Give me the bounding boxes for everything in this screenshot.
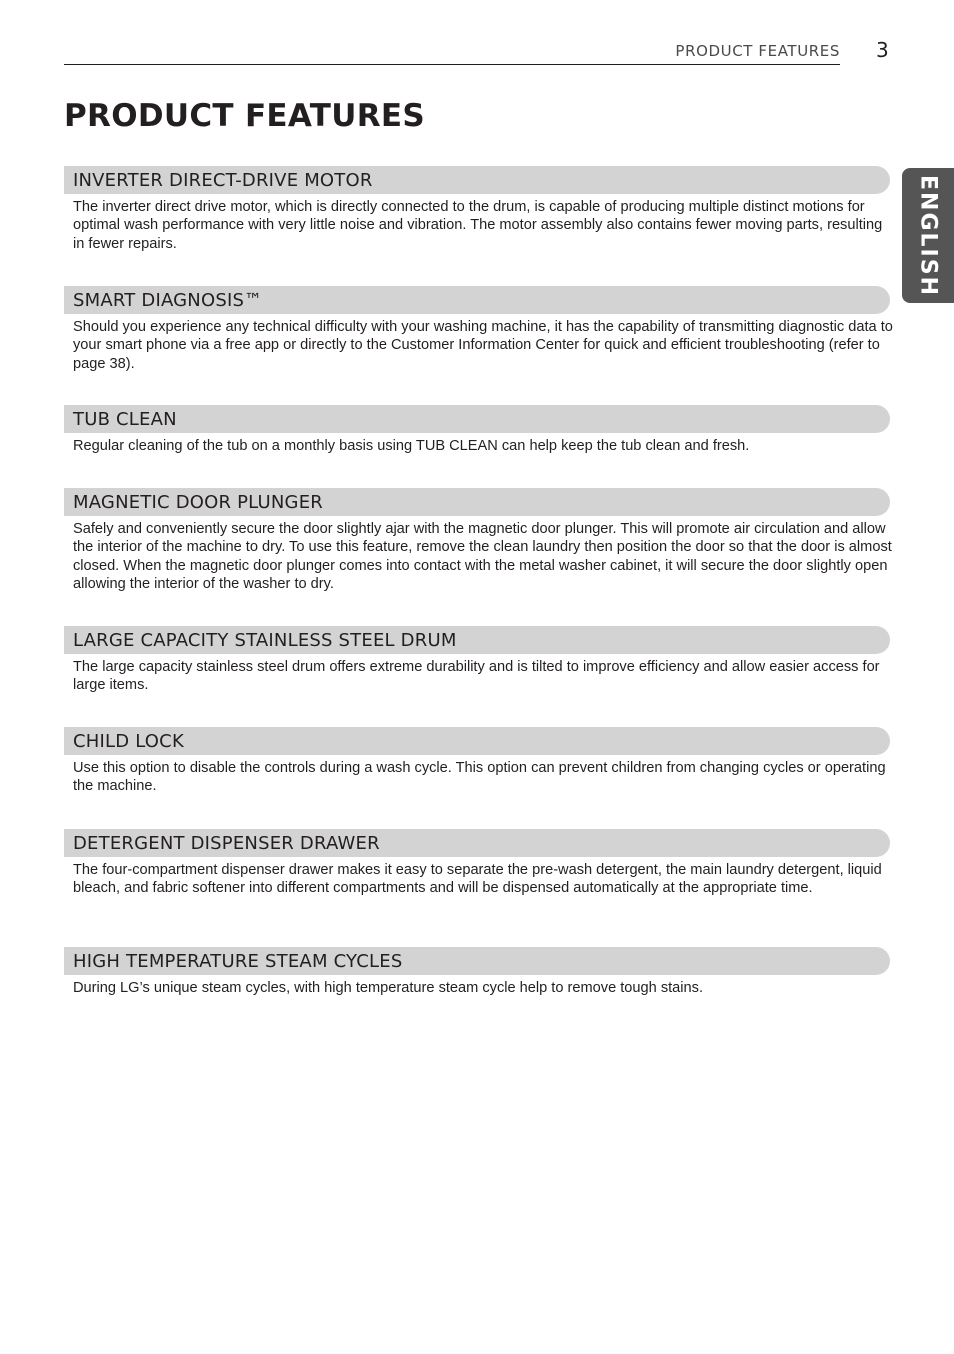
feature-description: The four-compartment dispenser drawer makes it easy to separate the pre-wash detergent, the main laundry detergent, liquid bleach, and fabric softener into different compartments and will be dispensed automatically at the appropriate time. — [73, 862, 882, 897]
feature-heading: HIGH TEMPERATURE STEAM CYCLES — [64, 947, 890, 975]
feature-inverter-motor — [64, 166, 890, 253]
feature-stainless-drum — [64, 626, 890, 695]
language-tab — [902, 168, 954, 303]
feature-heading: LARGE CAPACITY STAINLESS STEEL DRUM — [64, 626, 890, 654]
feature-description: Use this option to disable the controls during a wash cycle. This option can prevent children from changing cycles or operating the machine. — [73, 760, 886, 795]
feature-child-lock — [64, 727, 890, 796]
feature-description: Should you experience any technical difficulty with your washing machine, it has the capability of transmitting diagnostic data to your smart phone via a free app or directly to the Customer Information Center for quick and efficient troubleshooting (refer to page 38). — [73, 319, 893, 372]
feature-magnetic-door-plunger — [64, 488, 890, 593]
feature-heading: TUB CLEAN — [64, 405, 890, 433]
feature-steam-cycles — [64, 947, 890, 997]
feature-description: Safely and conveniently secure the door slightly ajar with the magnetic door plunger. This will promote air circulation and allow the interior of the machine to dry. To use this feature, remove the clean laundry then position the door so that the door is almost closed. When the magnetic door plunger comes into contact with the metal washer cabinet, it will secure the door slightly open allowing the interior of the washer to dry. — [73, 521, 892, 592]
running-header-section: PRODUCT FEATURES — [675, 42, 840, 60]
language-tab-label: ENGLISH — [915, 174, 941, 297]
feature-heading: SMART DIAGNOSIS™ — [64, 286, 890, 314]
feature-tub-clean — [64, 405, 890, 455]
feature-detergent-drawer — [64, 829, 890, 898]
page-number: 3 — [876, 38, 889, 62]
feature-heading: MAGNETIC DOOR PLUNGER — [64, 488, 890, 516]
running-header — [64, 38, 840, 65]
page-title: PRODUCT FEATURES — [64, 98, 425, 134]
feature-description: The inverter direct drive motor, which is directly connected to the drum, is capable of producing multiple distinct motions for optimal wash performance with very little noise and vibration. The motor assembly also contains fewer moving parts, resulting in fewer repairs. — [73, 199, 883, 252]
feature-heading: CHILD LOCK — [64, 727, 890, 755]
feature-smart-diagnosis — [64, 286, 893, 373]
feature-heading: INVERTER DIRECT-DRIVE MOTOR — [64, 166, 890, 194]
feature-description: The large capacity stainless steel drum offers extreme durability and is tilted to improve efficiency and allow easier access for large items. — [73, 659, 880, 694]
feature-description: Regular cleaning of the tub on a monthly basis using TUB CLEAN can help keep the tub clean and fresh. — [73, 438, 750, 454]
feature-description: During LG’s unique steam cycles, with high temperature steam cycle help to remove tough stains. — [73, 980, 704, 996]
feature-heading: DETERGENT DISPENSER DRAWER — [64, 829, 890, 857]
